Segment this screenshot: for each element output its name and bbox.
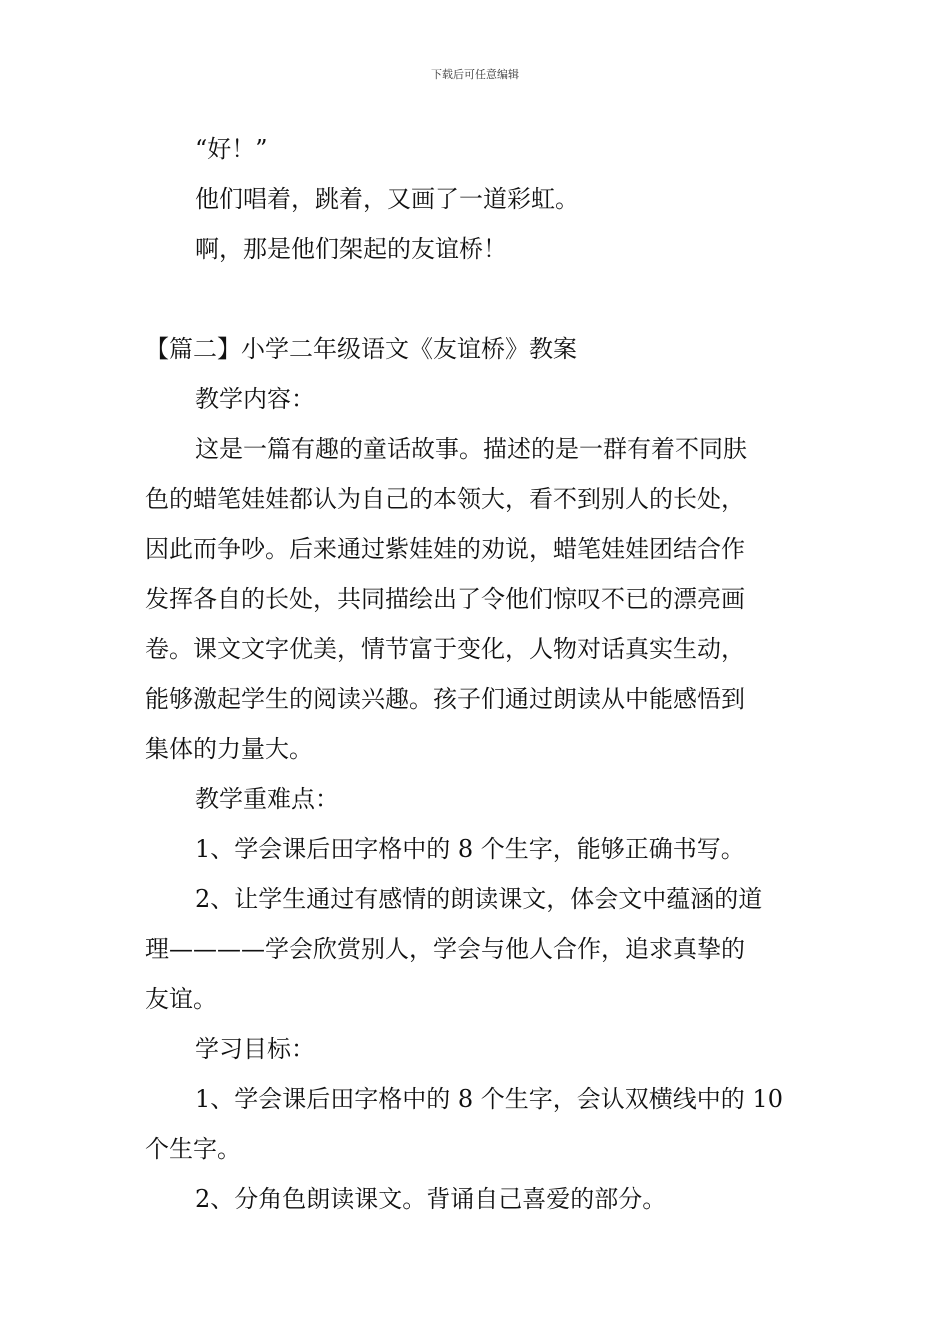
paragraph-line: 理————学会欣赏别人，学会与他人合作，追求真挚的 [145, 935, 745, 963]
paragraph-line: 1、学会课后田字格中的 8 个生字，能够正确书写。 [195, 835, 745, 863]
paragraph-line: 友谊。 [145, 985, 217, 1013]
paragraph-line: 2、分角色朗读课文。背诵自己喜爱的部分。 [195, 1185, 667, 1213]
paragraph-line: 教学重难点： [195, 785, 339, 813]
paragraph-line: 发挥各自的长处，共同描绘出了令他们惊叹不已的漂亮画 [145, 585, 745, 613]
paragraph-line: 他们唱着，跳着，又画了一道彩虹。 [195, 185, 579, 213]
paragraph-line: 2、让学生通过有感情的朗读课文，体会文中蕴涵的道 [195, 885, 763, 913]
paragraph-line: 卷。课文文字优美，情节富于变化，人物对话真实生动， [145, 635, 745, 663]
paragraph-line: 教学内容： [195, 385, 315, 413]
paragraph-line: 学习目标： [195, 1035, 315, 1063]
paragraph-line: 这是一篇有趣的童话故事。描述的是一群有着不同肤 [195, 435, 747, 463]
paragraph-line: 啊，那是他们架起的友谊桥！ [195, 235, 507, 263]
paragraph-line: “好！” [195, 135, 268, 163]
section-title: 【篇二】小学二年级语文《友谊桥》教案 [145, 335, 577, 363]
paragraph-line: 能够激起学生的阅读兴趣。孩子们通过朗读从中能感悟到 [145, 685, 745, 713]
paragraph-line: 因此而争吵。后来通过紫娃娃的劝说，蜡笔娃娃团结合作 [145, 535, 745, 563]
paragraph-line: 色的蜡笔娃娃都认为自己的本领大，看不到别人的长处， [145, 485, 745, 513]
paragraph-line: 个生字。 [145, 1135, 241, 1163]
paragraph-line: 1、学会课后田字格中的 8 个生字，会认双横线中的 10 [195, 1085, 783, 1113]
paragraph-line: 集体的力量大。 [145, 735, 313, 763]
page-header: 下载后可任意编辑 [431, 68, 519, 81]
